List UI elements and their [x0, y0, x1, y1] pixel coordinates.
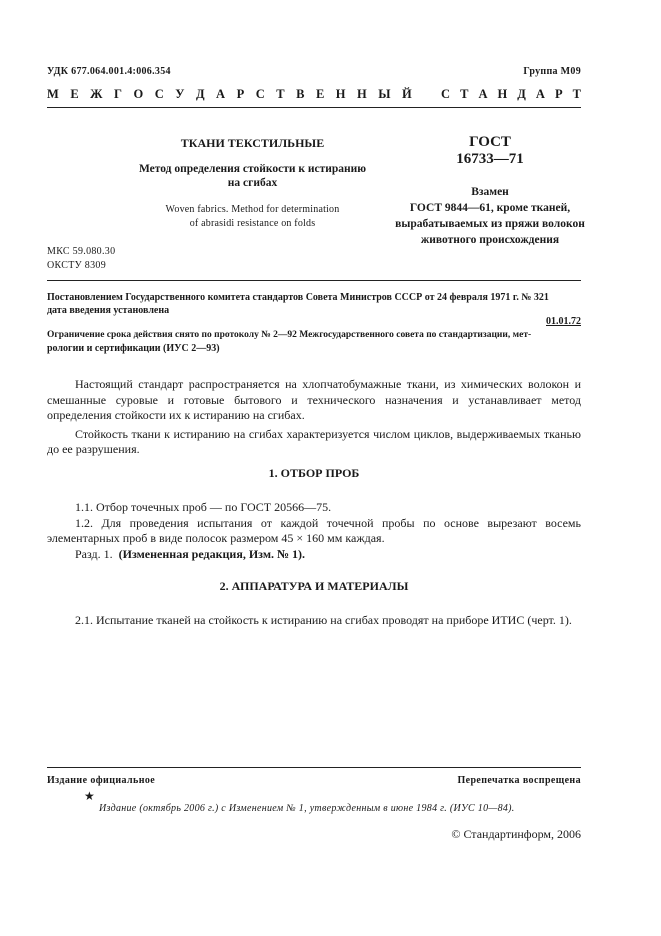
gost-label: ГОСТ	[469, 134, 511, 150]
decree-line-2: дата введения установлена	[47, 305, 170, 316]
banner-letter: Р	[554, 87, 563, 101]
english-title	[120, 203, 385, 231]
banner-letter: Н	[335, 87, 346, 101]
banner-letter: Н	[497, 87, 508, 101]
english-title-line-2: of abrasidi resistance on folds	[189, 218, 316, 229]
copyright: © Стандартинформ, 2006	[451, 827, 581, 841]
document-title: ТКАНИ ТЕКСТИЛЬНЫЕ	[180, 136, 325, 150]
banner-letter: Д	[195, 87, 205, 101]
udk-code: УДК 677.064.001.4:006.354	[47, 66, 171, 77]
subtitle-line-2: на сгибах	[227, 177, 278, 189]
banner-letter: О	[133, 87, 144, 101]
clause-1-1: 1.1. Отбор точечных проб — по ГОСТ 20566—75.	[75, 500, 332, 514]
banner-letter: Д	[517, 87, 526, 101]
banner-letter: Е	[315, 87, 325, 101]
banner-letter: Г	[114, 87, 122, 101]
banner-letter: А	[535, 87, 545, 101]
limitation-line-2: рологии и сертификации (ИУС 2—93)	[47, 343, 220, 354]
official-edition: Издание официальное	[47, 775, 156, 786]
banner-letter: Н	[357, 87, 367, 101]
banner-letter: С	[154, 87, 164, 101]
introduction	[47, 377, 581, 458]
decree-text	[47, 291, 581, 317]
star-mark: ★	[84, 789, 95, 803]
classification-codes	[47, 245, 115, 273]
amendment-text: (Измененная редакция, Изм. № 1).	[118, 546, 306, 561]
banner-letter: М	[47, 87, 59, 101]
limitation-note	[47, 329, 581, 355]
banner-letter: А	[216, 87, 226, 101]
banner-word-standard	[441, 87, 581, 102]
introduction-date: 01.01.72	[546, 316, 581, 327]
amendment-prefix: Разд. 1.	[75, 546, 113, 561]
banner-letter: Т	[276, 87, 285, 101]
banner-word-interstate	[47, 87, 412, 102]
section-1-heading: 1. ОТБОР ПРОБ	[268, 466, 360, 480]
limitation-line-1: Ограничение срока действия снято по протоколу № 2—92 Межгосударственного совета по стандартизации, мет-	[47, 330, 532, 340]
document-subtitle	[120, 162, 385, 190]
section-2-heading: 2. АППАРАТУРА И МАТЕРИАЛЫ	[219, 579, 409, 593]
replacement-line-4: животного происхождения	[420, 234, 560, 246]
reprint-prohibited: Перепечатка воспрещена	[457, 775, 581, 786]
banner-letter: Р	[236, 87, 245, 101]
banner-letter: С	[441, 87, 451, 101]
gost-number: 16733—71	[456, 151, 524, 167]
okstu-code: ОКСТУ 8309	[47, 260, 107, 271]
replacement-note	[395, 184, 585, 248]
section-1-body	[47, 500, 581, 562]
footer-rule	[47, 767, 581, 768]
replacement-line-2: ГОСТ 9844—61, кроме тканей,	[409, 202, 571, 214]
interstate-standard-banner	[47, 87, 581, 102]
banner-letter: Ы	[378, 87, 391, 101]
replacement-line-1: Взамен	[471, 186, 509, 198]
banner-letter: Ж	[90, 87, 103, 101]
codes-rule	[47, 280, 581, 281]
banner-letter: Й	[402, 87, 412, 101]
clause-1-2: 1.2. Для проведения испытания от каждой точечной пробы по основе вырезают восемь элементарных проб в виде полосок размером 45 × 160 мм каждая.	[47, 515, 581, 545]
replacement-line-3: вырабатываемых из пряжи волокон	[395, 218, 585, 230]
decree-line-1: Постановлением Государственного комитета стандартов Совета Министров СССР от 24 февраля 1971 г. № 321	[47, 292, 549, 303]
banner-letter: С	[255, 87, 265, 101]
intro-paragraph-1: Настоящий стандарт распространяется на хлопчатобумажные ткани, из химических волокон и смешанные суровые и готовые бытового и технического назначения и устанавливает метод определения стойкости их к истиранию на сгибах.	[47, 377, 581, 422]
section-1-amendment-note	[47, 547, 581, 563]
subtitle-line-1: Метод определения стойкости к истиранию	[138, 163, 367, 175]
banner-letter: А	[478, 87, 488, 101]
section-2-body	[47, 613, 581, 629]
banner-letter: Т	[460, 87, 469, 101]
clause-2-1: 2.1. Испытание тканей на стойкость к истиранию на сгибах проводят на приборе ИТИС (черт. 1).	[75, 613, 572, 627]
banner-letter: Т	[572, 87, 581, 101]
banner-letter: В	[296, 87, 305, 101]
header-rule	[47, 107, 581, 108]
banner-letter: У	[175, 87, 185, 101]
edition-note: Издание (октябрь 2006 г.) с Изменением № 1, утвержденным в июне 1984 г. (ИУС 10—84).	[99, 803, 515, 814]
intro-paragraph-2: Стойкость ткани к истиранию на сгибах характеризуется числом циклов, выдерживаемых тканью до ее разрушения.	[47, 426, 581, 456]
banner-letter: Е	[70, 87, 79, 101]
group-code: Группа М09	[523, 66, 581, 77]
english-title-line-1: Woven fabrics. Method for determination	[165, 204, 340, 215]
gost-number-block	[395, 134, 585, 168]
mks-code: МКС 59.080.30	[47, 246, 116, 257]
